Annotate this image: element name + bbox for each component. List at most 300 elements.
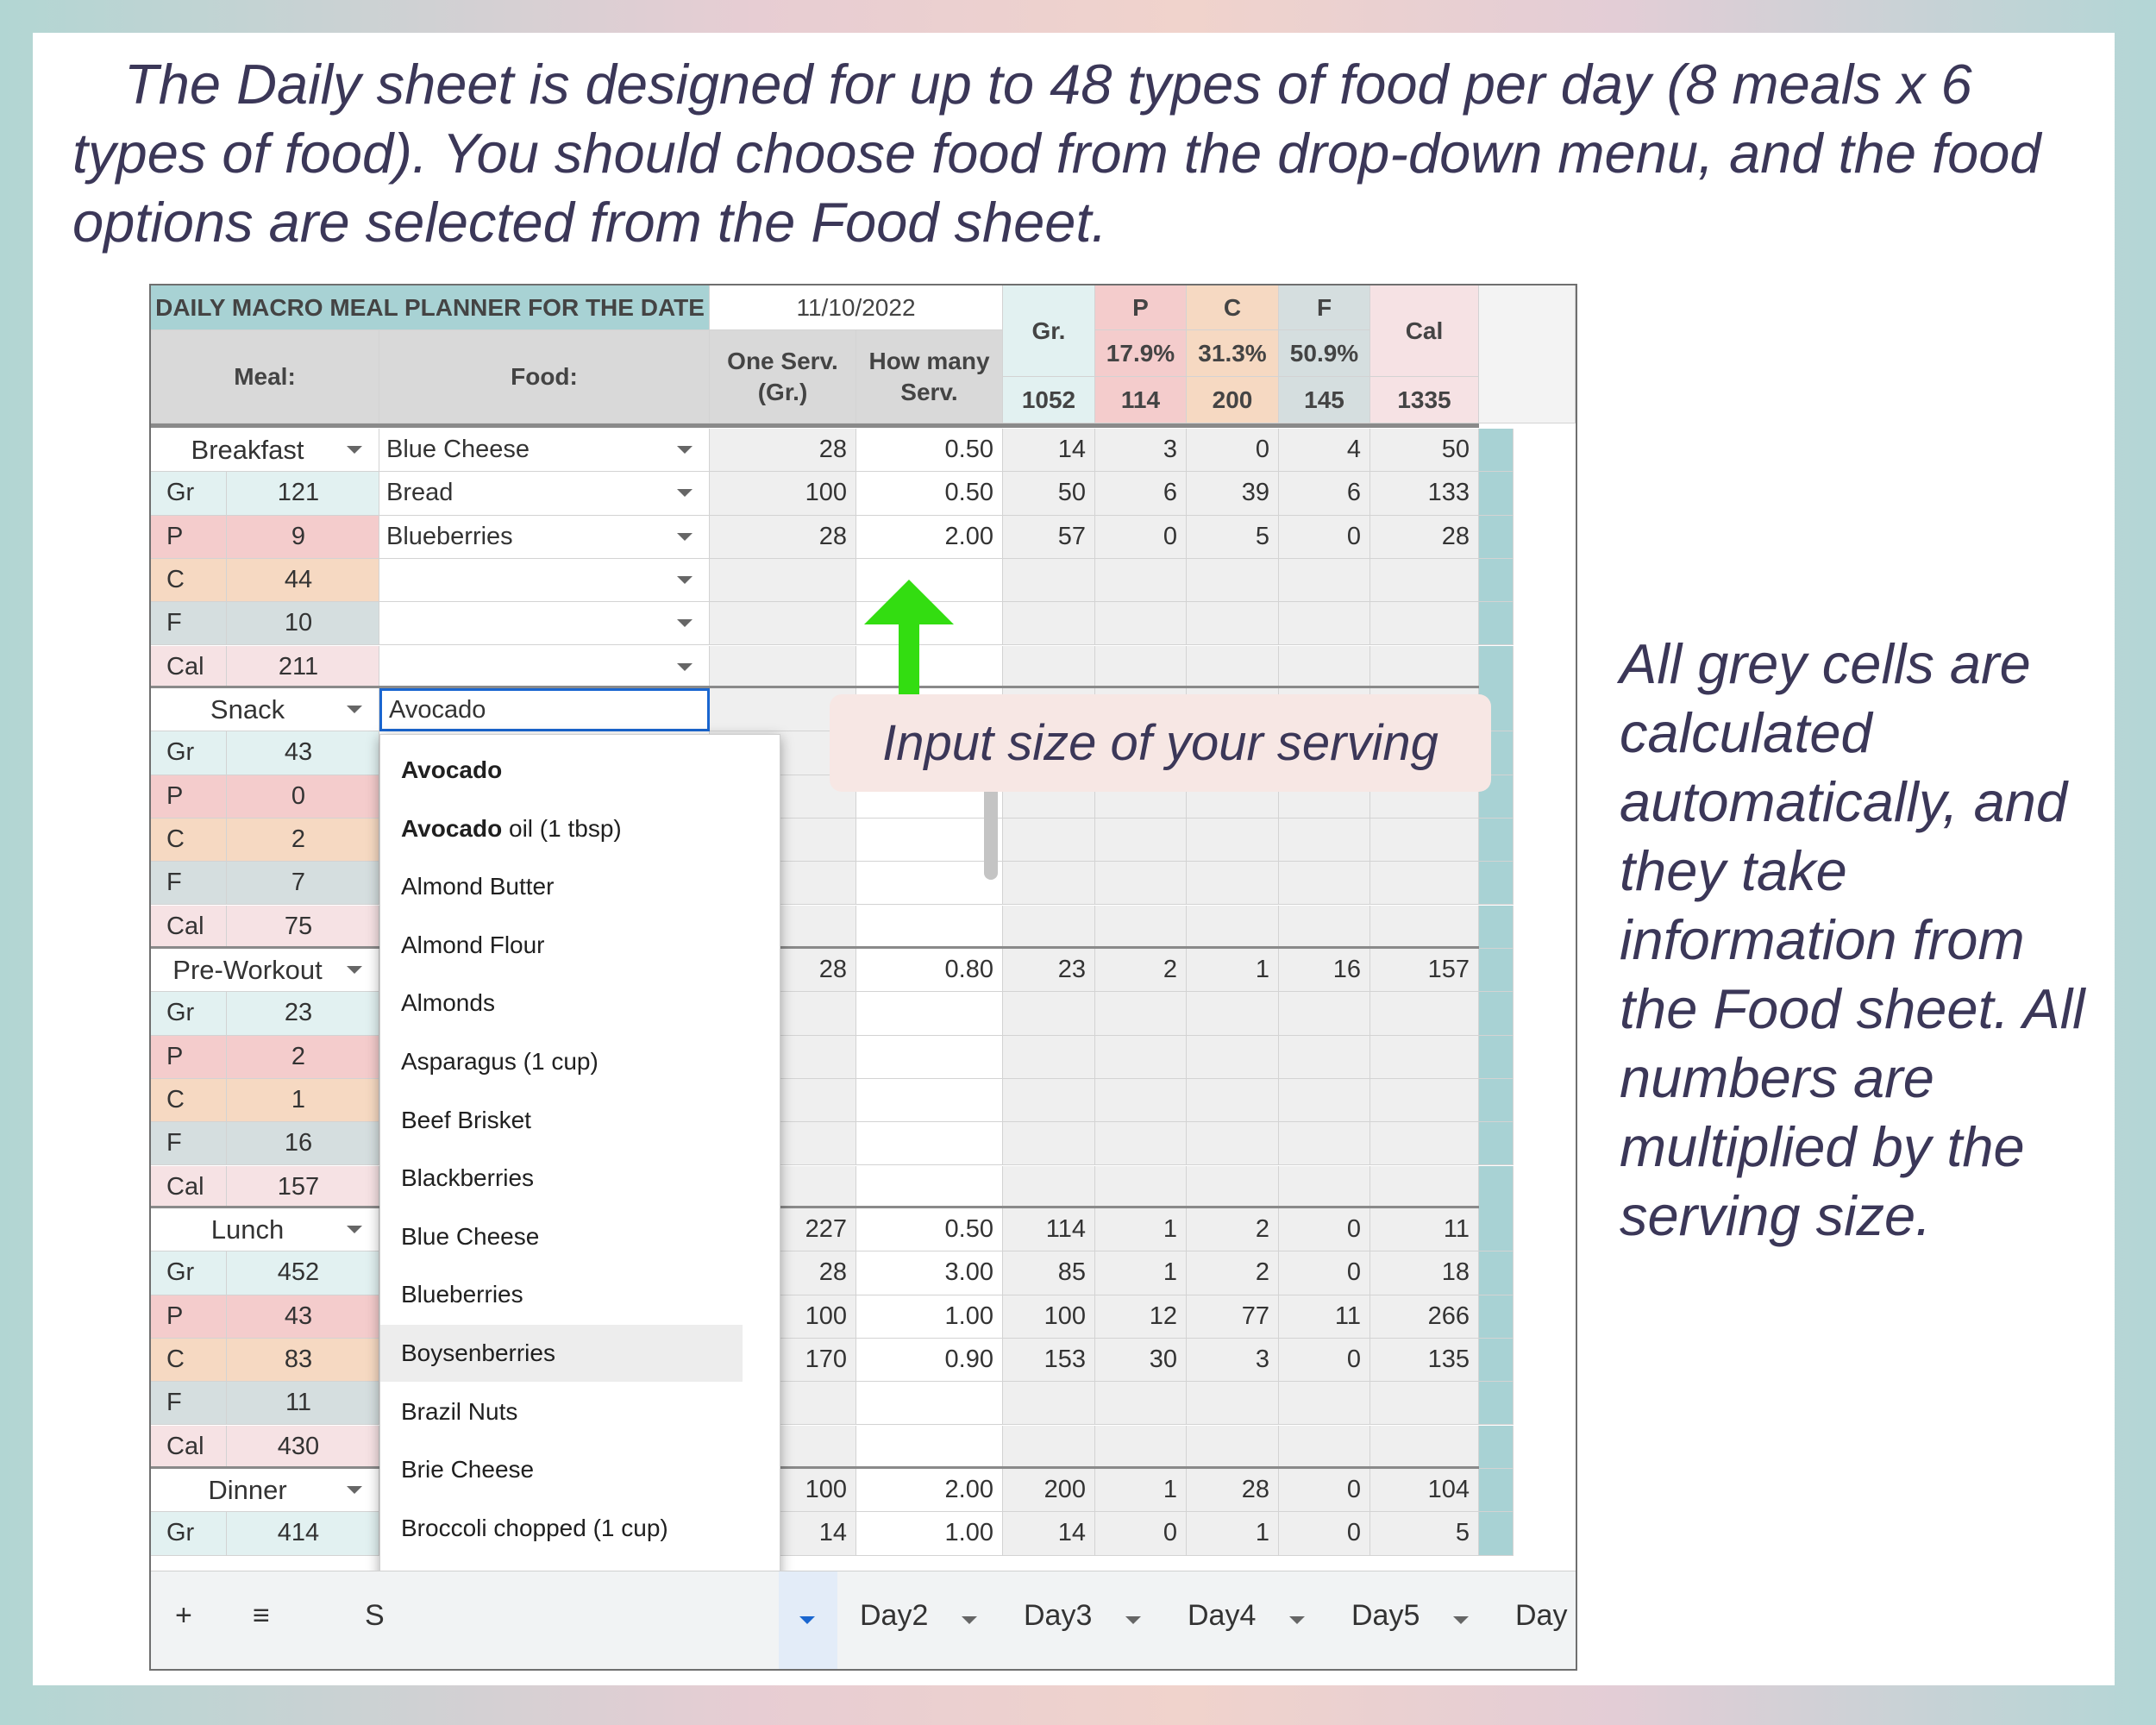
calculated-cell (1003, 1036, 1095, 1079)
stat-value: 157 (227, 1166, 379, 1209)
stat-label: Gr (151, 472, 227, 515)
c-percent: 31.3% (1187, 330, 1279, 377)
dropdown-option-label: Avocado (401, 756, 503, 783)
calculated-cell: 11 (1370, 1208, 1479, 1251)
calculated-cell (1095, 819, 1187, 862)
p-total: 114 (1095, 377, 1187, 423)
calculated-cell (1279, 1166, 1370, 1209)
calculated-cell (1003, 1166, 1095, 1209)
calculated-cell: 227 (710, 1208, 856, 1251)
stat-value: 83 (227, 1339, 379, 1382)
tab-label: Day (1515, 1599, 1568, 1632)
stat-label: F (151, 602, 227, 645)
match-highlight: Avocado (401, 814, 503, 842)
dropdown-option-label: Blackberries (401, 1164, 535, 1192)
stat-value: 0 (227, 775, 379, 819)
food-name: Avocado (389, 695, 486, 724)
calculated-cell: 28 (710, 516, 856, 559)
row-strip (1479, 862, 1514, 905)
stat-label: P (151, 1036, 227, 1079)
row-strip (1479, 1295, 1514, 1339)
row-strip (1479, 906, 1514, 949)
calculated-cell (1095, 862, 1187, 905)
dropdown-option-label: Almond Flour (401, 931, 545, 958)
dropdown-option[interactable] (380, 742, 743, 799)
calculated-cell (1187, 646, 1279, 689)
servings-label: Serv. (900, 378, 958, 405)
calculated-cell: 6 (1279, 472, 1370, 515)
row-strip (1479, 429, 1514, 472)
stat-label: F (151, 1122, 227, 1165)
row-strip (1479, 1079, 1514, 1122)
dropdown-option[interactable] (380, 975, 743, 1032)
meal-selector[interactable] (151, 429, 379, 472)
calculated-cell (1003, 819, 1095, 862)
f-percent: 50.9% (1279, 330, 1370, 377)
servings-input[interactable]: 3.00 (856, 1251, 1003, 1295)
calculated-cell (1003, 559, 1095, 602)
f-header: F (1279, 285, 1370, 330)
food-selector[interactable] (379, 602, 710, 645)
calculated-cell (1095, 602, 1187, 645)
calculated-cell (1095, 1122, 1187, 1165)
tab-day3[interactable] (1024, 1571, 1170, 1670)
food-name: Blueberries (386, 522, 513, 550)
option-rest: oil (1 tbsp) (502, 814, 622, 842)
dropdown-option[interactable] (380, 1441, 743, 1498)
calculated-cell (1279, 862, 1370, 905)
calculated-cell (1003, 646, 1095, 689)
calculated-cell: 1 (1095, 1251, 1187, 1295)
calculated-cell (1187, 1122, 1279, 1165)
tab-label: Day4 (1188, 1599, 1257, 1632)
calculated-cell (1279, 602, 1370, 645)
servings-input[interactable] (856, 819, 1003, 862)
calculated-cell: 14 (710, 1512, 856, 1555)
row-strip (1479, 472, 1514, 515)
c-total: 200 (1187, 377, 1279, 423)
meal-selector[interactable] (151, 949, 379, 992)
all-sheets-menu-icon[interactable]: ≡ (253, 1599, 270, 1632)
calculated-cell (1095, 646, 1187, 689)
calculated-cell: 100 (710, 1295, 856, 1339)
calculated-cell: 30 (1095, 1339, 1187, 1382)
dropdown-arrow-icon[interactable] (677, 576, 693, 584)
dropdown-arrow-icon[interactable] (347, 1226, 362, 1233)
calculated-cell: 100 (1003, 1295, 1095, 1339)
meal-selector[interactable] (151, 1208, 379, 1251)
row-strip (1479, 1512, 1514, 1555)
p-percent: 17.9% (1095, 330, 1187, 377)
dropdown-arrow-icon[interactable] (677, 533, 693, 541)
stat-label: Cal (151, 646, 227, 689)
calculated-cell (1003, 1079, 1095, 1122)
row-strip (1479, 1166, 1514, 1209)
calculated-cell: 2 (1095, 949, 1187, 992)
stat-value: 11 (227, 1382, 379, 1425)
gr-total: 1052 (1003, 377, 1095, 423)
one-serving-unit: (Gr.) (757, 378, 808, 405)
servings-input[interactable] (856, 992, 1003, 1035)
one-serving-header (710, 330, 856, 423)
calculated-cell (1370, 906, 1479, 949)
calculated-cell: 0 (1095, 516, 1187, 559)
stat-value: 121 (227, 472, 379, 515)
dropdown-arrow-icon[interactable] (677, 663, 693, 671)
tab-day5[interactable] (1351, 1571, 1498, 1670)
calculated-cell: 85 (1003, 1251, 1095, 1295)
servings-input[interactable]: 0.90 (856, 1339, 1003, 1382)
calculated-cell (1370, 602, 1479, 645)
servings-input[interactable] (856, 1166, 1003, 1209)
chevron-down-icon[interactable] (1125, 1616, 1141, 1624)
dropdown-option[interactable] (380, 800, 743, 857)
calculated-cell: 0 (1279, 516, 1370, 559)
meal-selector[interactable] (151, 1469, 379, 1512)
calculated-cell (1370, 559, 1479, 602)
servings-input[interactable]: 1.00 (856, 1295, 1003, 1339)
calculated-cell (1095, 559, 1187, 602)
calculated-cell (1370, 862, 1479, 905)
calculated-cell: 100 (710, 472, 856, 515)
servings-input[interactable] (856, 1122, 1003, 1165)
calculated-cell: 170 (710, 1339, 856, 1382)
dropdown-option-label: Asparagus (1 cup) (401, 1048, 599, 1075)
calculated-cell (1370, 1166, 1479, 1209)
dropdown-option-label: Brie Cheese (401, 1456, 535, 1484)
stat-label: C (151, 819, 227, 862)
calculated-cell (1370, 1122, 1479, 1165)
food-selector[interactable] (379, 516, 710, 559)
row-strip (1479, 559, 1514, 602)
calculated-cell (1095, 1166, 1187, 1209)
calculated-cell (710, 602, 856, 645)
dropdown-option-label: Blue Cheese (401, 1222, 540, 1250)
calculated-cell (1187, 1382, 1279, 1425)
row-strip (1479, 646, 1514, 689)
side-note: All grey cells are calculated automatically, and they take information from the Food sheet. All numbers are multiplied by the serving size. (1620, 632, 2085, 1247)
calculated-cell: 266 (1370, 1295, 1479, 1339)
calculated-cell: 153 (1003, 1339, 1095, 1382)
calculated-cell: 14 (1003, 429, 1095, 472)
calculated-cell: 1 (1187, 1512, 1279, 1555)
row-strip (1479, 1469, 1514, 1512)
calculated-cell: 28 (1187, 1469, 1279, 1512)
calculated-cell (710, 559, 856, 602)
stat-label: P (151, 516, 227, 559)
calculated-cell: 104 (1370, 1469, 1479, 1512)
calculated-cell: 4 (1279, 429, 1370, 472)
dropdown-option[interactable] (380, 1325, 743, 1382)
calculated-cell (1187, 1426, 1279, 1469)
calculated-cell: 28 (1370, 516, 1479, 559)
stat-value: 43 (227, 1295, 379, 1339)
dropdown-option[interactable] (380, 1150, 743, 1207)
calculated-cell: 77 (1187, 1295, 1279, 1339)
calculated-cell (1095, 906, 1187, 949)
cal-total: 1335 (1370, 377, 1479, 423)
p-header: P (1095, 285, 1187, 330)
calculated-cell: 100 (710, 1469, 856, 1512)
calculated-cell (1370, 819, 1479, 862)
dropdown-option[interactable] (380, 858, 743, 915)
tab-partial[interactable]: S (365, 1599, 385, 1632)
stat-label: P (151, 1295, 227, 1339)
calculated-cell (1095, 1036, 1187, 1079)
servings-input[interactable]: 2.00 (856, 516, 1003, 559)
calculated-cell: 114 (1003, 1208, 1095, 1251)
calculated-cell (1370, 1079, 1479, 1122)
dropdown-option[interactable] (380, 1092, 743, 1149)
calculated-cell: 28 (710, 1251, 856, 1295)
stat-label: F (151, 862, 227, 905)
calculated-cell: 0 (1279, 1339, 1370, 1382)
stat-label: Gr (151, 731, 227, 775)
calculated-cell: 0 (1279, 1512, 1370, 1555)
stat-value: 16 (227, 1122, 379, 1165)
calculated-cell (1095, 1426, 1187, 1469)
dropdown-option-label (401, 815, 622, 843)
calculated-cell: 2 (1187, 1208, 1279, 1251)
dropdown-arrow-icon[interactable] (347, 966, 362, 974)
stat-label: Cal (151, 906, 227, 949)
calculated-cell (1003, 862, 1095, 905)
food-input-active[interactable] (379, 688, 710, 731)
calculated-cell (1279, 819, 1370, 862)
stat-label: Cal (151, 1166, 227, 1209)
calculated-cell: 57 (1003, 516, 1095, 559)
row-strip (1479, 992, 1514, 1035)
stat-label: C (151, 1339, 227, 1382)
tab-label: Day2 (860, 1599, 929, 1632)
calculated-cell (1187, 992, 1279, 1035)
calculated-cell (1095, 1382, 1187, 1425)
food-column-header: Food: (379, 330, 710, 423)
header-divider (151, 423, 1479, 428)
dropdown-option[interactable] (380, 1266, 743, 1323)
calculated-cell (1370, 1426, 1479, 1469)
calculated-cell (1370, 992, 1479, 1035)
how-many-label: How many (868, 347, 990, 374)
calculated-cell (1187, 1079, 1279, 1122)
row-strip (1479, 1251, 1514, 1295)
chevron-down-icon[interactable] (962, 1616, 977, 1624)
calculated-cell: 135 (1370, 1339, 1479, 1382)
servings-input[interactable]: 0.50 (856, 1208, 1003, 1251)
row-strip (1479, 602, 1514, 645)
dropdown-option-label: Boysenberries (401, 1339, 555, 1366)
dropdown-option[interactable] (380, 1208, 743, 1265)
calculated-cell (1279, 1382, 1370, 1425)
calculated-cell: 0 (1279, 1469, 1370, 1512)
calculated-cell (1279, 1036, 1370, 1079)
calculated-cell: 28 (710, 949, 856, 992)
stat-value: 75 (227, 906, 379, 949)
row-strip (1479, 819, 1514, 862)
calculated-cell: 157 (1370, 949, 1479, 992)
calculated-cell (1279, 1079, 1370, 1122)
tab-day[interactable] (1515, 1571, 1577, 1670)
intro-text: The Daily sheet is designed for up to 48 types of food per day (8 meals x 6 types of food). You should choose food from the drop-down menu, and the food options are selected from the Food sheet. (72, 53, 2041, 254)
dropdown-option[interactable] (380, 1033, 743, 1090)
meal-name: Breakfast (191, 434, 304, 465)
tab-day4[interactable] (1188, 1571, 1334, 1670)
cal-header: Cal (1370, 285, 1479, 377)
row-strip (1479, 1208, 1514, 1251)
calculated-cell (1003, 1426, 1095, 1469)
stat-value: 9 (227, 516, 379, 559)
chevron-down-icon[interactable] (1453, 1616, 1469, 1624)
dropdown-option-label: Broccoli chopped (1 cup) (401, 1514, 668, 1541)
stat-value: 1 (227, 1079, 379, 1122)
row-strip (1479, 516, 1514, 559)
stat-value: 2 (227, 1036, 379, 1079)
chevron-down-icon (799, 1616, 815, 1624)
calculated-cell (1279, 559, 1370, 602)
how-many-header (856, 330, 1003, 423)
serving-callout: Input size of your serving (830, 694, 1491, 792)
calculated-cell: 12 (1095, 1295, 1187, 1339)
gr-header: Gr. (1003, 285, 1095, 377)
dropdown-arrow-icon[interactable] (677, 446, 693, 454)
stat-label: Gr (151, 1251, 227, 1295)
calculated-cell (1003, 602, 1095, 645)
stat-label: C (151, 559, 227, 602)
dropdown-arrow-icon[interactable] (347, 706, 362, 713)
dropdown-arrow-icon[interactable] (677, 619, 693, 627)
dropdown-option[interactable] (380, 1383, 743, 1440)
dropdown-arrow-icon[interactable] (347, 1486, 362, 1494)
servings-input[interactable] (856, 1382, 1003, 1425)
calculated-cell: 200 (1003, 1469, 1095, 1512)
stat-value: 43 (227, 731, 379, 775)
tab-day2[interactable] (860, 1571, 1006, 1670)
calculated-cell (1279, 906, 1370, 949)
meal-name: Snack (210, 693, 285, 724)
servings-input[interactable] (856, 862, 1003, 905)
servings-input[interactable]: 0.50 (856, 429, 1003, 472)
c-header: C (1187, 285, 1279, 330)
meal-selector[interactable] (151, 688, 379, 731)
calculated-cell (1003, 1382, 1095, 1425)
servings-input[interactable] (856, 1426, 1003, 1469)
add-sheet-button[interactable]: + (175, 1599, 192, 1632)
servings-input[interactable]: 1.00 (856, 1512, 1003, 1555)
calculated-cell: 14 (1003, 1512, 1095, 1555)
calculated-cell: 16 (1279, 949, 1370, 992)
calculated-cell (1187, 906, 1279, 949)
stat-value: 23 (227, 992, 379, 1035)
stat-value: 211 (227, 646, 379, 689)
food-dropdown-menu[interactable] (379, 734, 780, 1671)
calculated-cell: 50 (1003, 472, 1095, 515)
calculated-cell (1187, 559, 1279, 602)
stat-label: Gr (151, 992, 227, 1035)
calculated-cell (1370, 1036, 1479, 1079)
calculated-cell: 18 (1370, 1251, 1479, 1295)
row-strip (1479, 1426, 1514, 1469)
calculated-cell (1187, 819, 1279, 862)
servings-input[interactable] (856, 1036, 1003, 1079)
row-strip (1479, 1339, 1514, 1382)
calculated-cell: 3 (1095, 429, 1187, 472)
chevron-down-icon[interactable] (1289, 1616, 1305, 1624)
dropdown-arrow-icon[interactable] (677, 489, 693, 497)
servings-input[interactable]: 0.80 (856, 949, 1003, 992)
row-strip (1479, 1122, 1514, 1165)
tab-label: Day5 (1351, 1599, 1420, 1632)
calculated-cell (1187, 1036, 1279, 1079)
calculated-cell: 2 (1187, 1251, 1279, 1295)
calculated-cell (1003, 992, 1095, 1035)
calculated-cell: 6 (1095, 472, 1187, 515)
row-strip (1479, 1382, 1514, 1425)
meal-name: Lunch (210, 1214, 285, 1245)
food-name: Bread (386, 479, 454, 507)
tab-label: Day3 (1024, 1599, 1093, 1632)
dropdown-option-label: Almond Butter (401, 873, 555, 900)
active-tab-indicator[interactable] (779, 1571, 837, 1670)
calculated-cell: 11 (1279, 1295, 1370, 1339)
calculated-cell (1279, 992, 1370, 1035)
food-selector[interactable] (379, 472, 710, 515)
spreadsheet (149, 284, 1577, 1671)
calculated-cell: 5 (1370, 1512, 1479, 1555)
food-name: Blue Cheese (386, 436, 530, 464)
row-strip (1479, 1036, 1514, 1079)
calculated-cell: 1 (1187, 949, 1279, 992)
food-selector[interactable] (379, 646, 710, 689)
calculated-cell: 0 (1279, 1208, 1370, 1251)
food-selector[interactable] (379, 429, 710, 472)
calculated-cell: 0 (1279, 1251, 1370, 1295)
stat-label: Gr (151, 1512, 227, 1555)
stat-value: 414 (227, 1512, 379, 1555)
calculated-cell (1095, 1079, 1187, 1122)
calculated-cell: 0 (1187, 429, 1279, 472)
calculated-cell: 28 (710, 429, 856, 472)
dropdown-option-label: Beef Brisket (401, 1106, 531, 1133)
f-total: 145 (1279, 377, 1370, 423)
stat-label: P (151, 775, 227, 819)
meal-column-header: Meal: (151, 330, 379, 423)
calculated-cell: 133 (1370, 472, 1479, 515)
one-serving-label: One Serv. (727, 347, 838, 374)
servings-input[interactable] (856, 1079, 1003, 1122)
servings-input[interactable]: 2.00 (856, 1469, 1003, 1512)
dropdown-arrow-icon[interactable] (347, 446, 362, 454)
calculated-cell (1187, 862, 1279, 905)
meal-name: Pre-Workout (172, 954, 323, 985)
food-selector[interactable] (379, 559, 710, 602)
dropdown-option-label: Almonds (401, 989, 495, 1017)
servings-input[interactable]: 0.50 (856, 472, 1003, 515)
calculated-cell: 50 (1370, 429, 1479, 472)
calculated-cell (1370, 1382, 1479, 1425)
dropdown-option[interactable] (380, 917, 743, 974)
planner-date[interactable]: 11/10/2022 (710, 285, 1003, 330)
calculated-cell (1003, 1122, 1095, 1165)
header-filler (1479, 285, 1576, 423)
dropdown-option[interactable] (380, 1500, 743, 1557)
stat-value: 10 (227, 602, 379, 645)
stat-value: 44 (227, 559, 379, 602)
calculated-cell: 39 (1187, 472, 1279, 515)
servings-input[interactable] (856, 906, 1003, 949)
row-strip (1479, 949, 1514, 992)
calculated-cell: 23 (1003, 949, 1095, 992)
planner-title: DAILY MACRO MEAL PLANNER FOR THE DATE (151, 285, 710, 330)
